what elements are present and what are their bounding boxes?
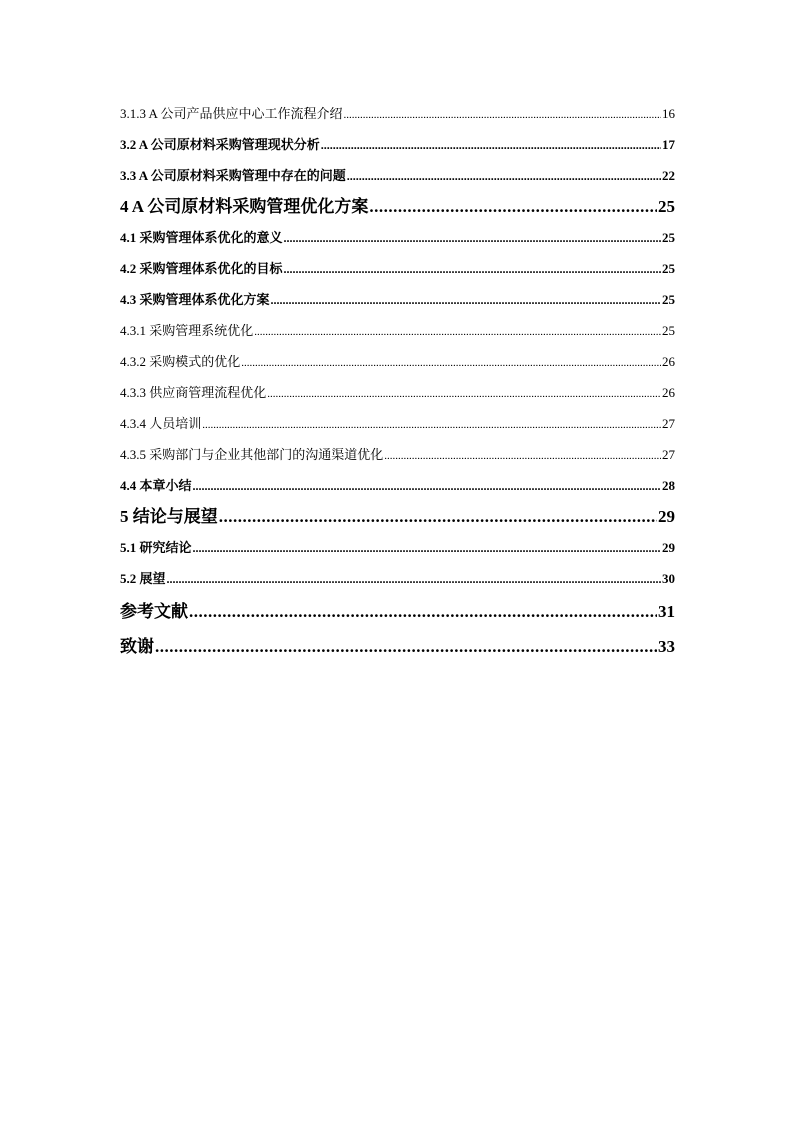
toc-entry-label: 5 结论与展望	[120, 507, 218, 526]
toc-entry-label: 4.4 本章小结	[120, 478, 192, 493]
toc-page-number: 25	[662, 261, 675, 276]
toc-entry-label: 5.2 展望	[120, 571, 166, 586]
toc-page-number: 29	[658, 507, 675, 526]
toc-page-number: 16	[662, 106, 675, 121]
toc-entry-label: 致谢	[120, 637, 154, 656]
toc-leader-dots	[167, 564, 661, 594]
toc-entry-label: 5.1 研究结论	[120, 540, 192, 555]
toc-leader-dots	[369, 191, 657, 222]
toc-page-number: 22	[662, 168, 675, 183]
toc-page-number: 31	[658, 602, 675, 621]
toc-entry-3-2[interactable]	[120, 129, 675, 160]
toc-page-number: 33	[658, 637, 675, 656]
toc-leader-dots	[254, 317, 661, 346]
toc-entry-5-1[interactable]	[120, 532, 675, 563]
toc-leader-dots	[241, 348, 661, 377]
toc-entry-label: 4.3.4 人员培训	[120, 416, 202, 431]
toc-page-number: 30	[662, 571, 675, 586]
toc-entry-4-3-4[interactable]	[120, 408, 675, 439]
toc-leader-dots	[271, 285, 661, 315]
toc-entry-references[interactable]	[120, 594, 675, 629]
toc-entry-chapter-5[interactable]	[120, 501, 675, 532]
toc-page-number: 27	[662, 416, 675, 431]
toc-leader-dots	[284, 254, 661, 284]
toc-entry-4-2[interactable]	[120, 253, 675, 284]
toc-entry-label: 3.2 A 公司原材料采购管理现状分析	[120, 137, 320, 152]
toc-entry-3-1-3[interactable]	[120, 98, 675, 129]
toc-entry-label: 参考文献	[120, 602, 188, 621]
toc-entry-label: 4.2 采购管理体系优化的目标	[120, 261, 283, 276]
toc-entry-label: 4.3.2 采购模式的优化	[120, 354, 241, 369]
toc-page-number: 25	[658, 197, 675, 216]
toc-leader-dots	[193, 533, 661, 563]
toc-leader-dots	[193, 471, 661, 501]
toc-leader-dots	[267, 379, 661, 408]
toc-entry-label: 4.1 采购管理体系优化的意义	[120, 230, 283, 245]
toc-entry-4-3-3[interactable]	[120, 377, 675, 408]
toc-entry-4-4[interactable]	[120, 470, 675, 501]
toc-leader-dots	[343, 100, 661, 129]
toc-entry-4-3[interactable]	[120, 284, 675, 315]
toc-entry-4-3-2[interactable]	[120, 346, 675, 377]
toc-entry-label: 4 A 公司原材料采购管理优化方案	[120, 197, 369, 216]
toc-leader-dots	[219, 501, 657, 532]
toc-leader-dots	[155, 629, 657, 664]
toc-entry-acknowledgements[interactable]	[120, 629, 675, 664]
toc-page-number: 26	[662, 354, 675, 369]
toc-leader-dots	[189, 594, 657, 629]
toc-entry-5-2[interactable]	[120, 563, 675, 594]
toc-page-number: 25	[662, 230, 675, 245]
toc-entry-label: 4.3.1 采购管理系统优化	[120, 323, 254, 338]
toc-leader-dots	[321, 130, 661, 160]
toc-entry-4-3-5[interactable]	[120, 439, 675, 470]
toc-entry-label: 4.3 采购管理体系优化方案	[120, 292, 270, 307]
toc-page-number: 17	[662, 137, 675, 152]
toc-page-number: 28	[662, 478, 675, 493]
toc-page-number: 26	[662, 385, 675, 400]
toc-page-number: 27	[662, 447, 675, 462]
toc-entry-chapter-4[interactable]	[120, 191, 675, 222]
toc-leader-dots	[202, 410, 661, 439]
table-of-contents	[120, 98, 675, 664]
toc-leader-dots	[384, 441, 661, 470]
toc-leader-dots	[347, 161, 661, 191]
toc-entry-label: 3.1.3 A 公司产品供应中心工作流程介绍	[120, 106, 343, 121]
toc-entry-label: 4.3.5 采购部门与企业其他部门的沟通渠道优化	[120, 447, 384, 462]
toc-entry-4-3-1[interactable]	[120, 315, 675, 346]
toc-page-number: 25	[662, 323, 675, 338]
toc-entry-3-3[interactable]	[120, 160, 675, 191]
toc-entry-4-1[interactable]	[120, 222, 675, 253]
toc-entry-label: 4.3.3 供应商管理流程优化	[120, 385, 267, 400]
toc-page-number: 29	[662, 540, 675, 555]
toc-leader-dots	[284, 223, 661, 253]
toc-entry-label: 3.3 A 公司原材料采购管理中存在的问题	[120, 168, 346, 183]
toc-page-number: 25	[662, 292, 675, 307]
